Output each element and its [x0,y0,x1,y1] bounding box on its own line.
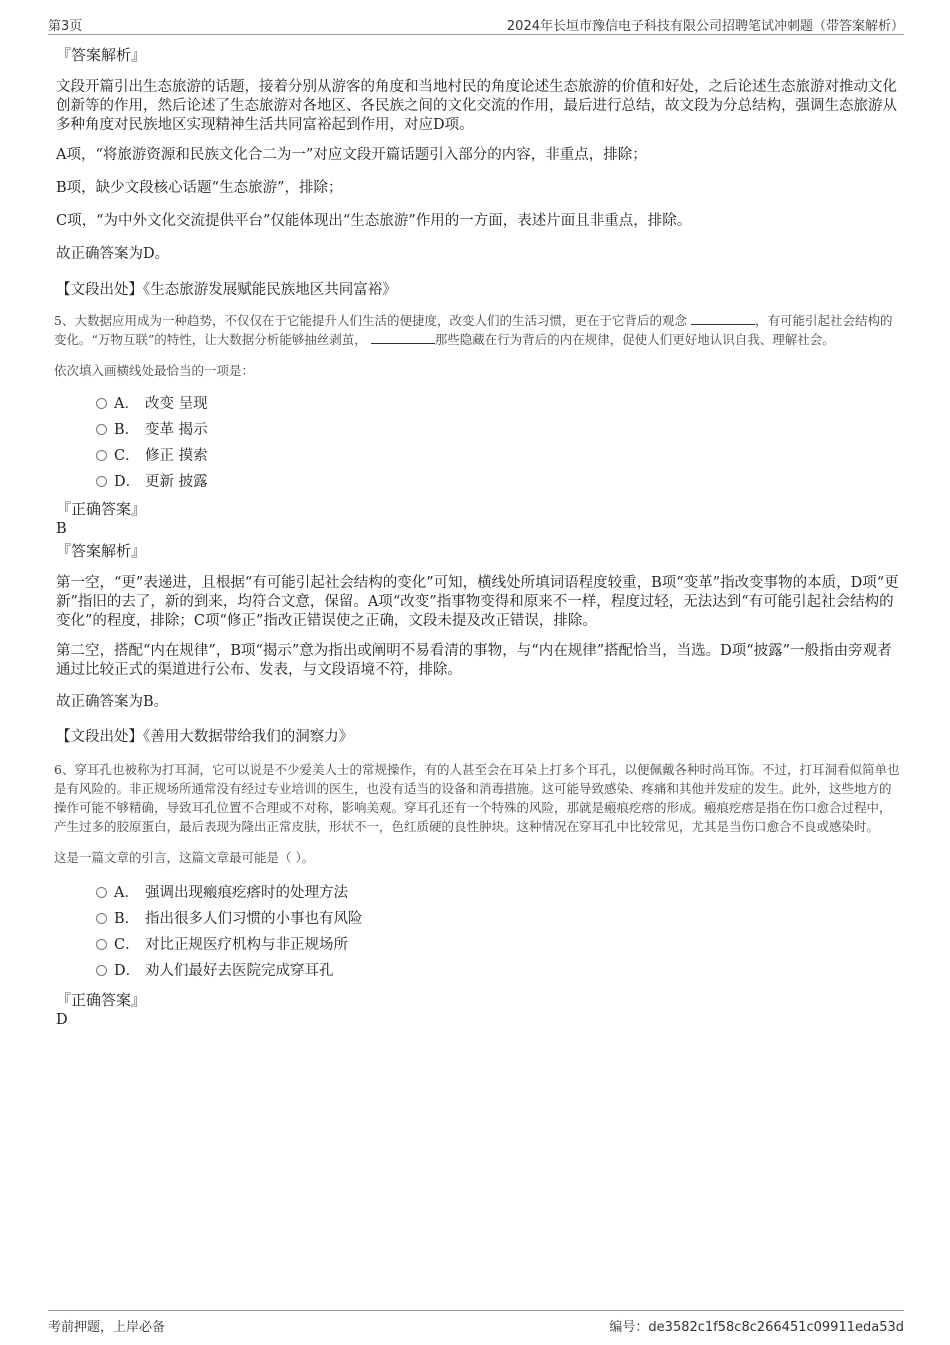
radio-button-icon[interactable] [96,476,107,487]
q5-conclusion: 故正确答案为B。 [56,694,169,710]
q6-option-a[interactable] [56,879,902,905]
option-letter: B． [114,911,140,927]
option-text: 更新 披露 [145,474,208,490]
q5-option-d[interactable] [56,468,902,494]
q5-analysis-1: 第一空，“更”表递进，且根据“有可能引起社会结构的变化”可知，横线处所填词语程度较重，B项“变革”指改变事物的本质，D项“更新”指旧的去了，新的到来，均符合文意，保留。A项“改变”指事物变得和原来不一样，程度过轻，无法达到“有可能引起社会结构的变化”的程度，排除；C项“修正”指改正错误使之正确，文段未提及改正错误，排除。 [56,575,899,629]
page-footer [48,1310,904,1333]
q4-source: 【文段出处】《生态旅游发展赋能民族地区共同富裕》 [56,282,397,298]
option-text: 修正 摸索 [145,448,208,464]
q5-source: 【文段出处】《善用大数据带给我们的洞察力》 [56,729,354,745]
q6-option-c[interactable] [56,931,902,957]
radio-button-icon[interactable] [96,398,107,409]
option-letter: A． [114,396,139,412]
q5-stem-part1: 5、大数据应用成为一种趋势，不仅仅在于它能提升人们生活的便捷度，改变人们的生活习惯，更在于它背后的观念 [54,313,687,328]
q5-stem-part2: ，有可能引起社会结构的变化。“万物互联”的特性，让大数据分析能够抽丝剥茧， [54,313,893,347]
fill-blank-1 [691,312,755,325]
question-5-stem [54,311,902,349]
footer-slogan: 考前押题，上岸必备 [48,1320,166,1335]
option-letter: D． [114,474,141,490]
option-text: 强调出现瘢痕疙瘩时的处理方法 [145,885,348,901]
q5-analysis-label: 『答案解析』 [56,542,147,560]
q5-option-b[interactable] [56,416,902,442]
q4-conclusion: 故正确答案为D。 [56,246,170,262]
option-letter: A． [114,885,139,901]
radio-button-icon[interactable] [96,424,107,435]
page-header [48,12,904,35]
option-text: 劝人们最好去医院完成穿耳孔 [145,963,334,979]
option-text: 对比正规医疗机构与非正规场所 [145,937,348,953]
q4-option-c-note: C项，“为中外文化交流提供平台”仅能体现出“生态旅游”作用的一方面，表述片面且非重点，排除。 [56,213,692,229]
analysis-label: 『答案解析』 [56,46,147,64]
q5-option-c[interactable] [56,442,902,468]
fill-blank-2 [371,331,435,344]
q6-prompt: 这是一篇文章的引言，这篇文章最可能是（ ）。 [54,850,315,865]
q5-answer-label: 『正确答案』 [56,500,147,518]
q6-option-d[interactable] [56,957,902,983]
q6-answer-label: 『正确答案』 [56,991,147,1009]
q6-options [56,879,902,983]
document-title: 2024年长垣市豫信电子科技有限公司招聘笔试冲刺题（带答案解析） [506,19,904,34]
q5-analysis-2: 第二空，搭配“内在规律”，B项“揭示”意为指出或阐明不易看清的事物，与“内在规律”搭配恰当，当选。D项“披露”一般指由旁观者通过比较正式的渠道进行公布、发表，与文段语境不符，排除。 [56,643,892,678]
q5-stem-part3: 那些隐藏在行为背后的内在规律，促使人们更好地认识自我、理解社会。 [434,332,835,347]
radio-button-icon[interactable] [96,939,107,950]
q5-prompt: 依次填入画横线处最恰当的一项是： [54,363,255,378]
q5-options [56,390,902,494]
q6-option-b[interactable] [56,905,902,931]
q5-answer: B [56,521,67,537]
radio-button-icon[interactable] [96,887,107,898]
option-letter: B． [114,422,140,438]
q6-answer: D [56,1012,68,1028]
question-6-stem: 6、穿耳孔也被称为打耳洞，它可以说是不少爱美人士的常规操作，有的人甚至会在耳朵上打多个耳孔，以便佩戴各种时尚耳饰。不过，打耳洞看似简单也是有风险的。非正规场所通常没有经过专业培训的医生，也没有适当的设备和消毒措施。这可能导致感染、疼痛和其他并发症的发生。此外，这些地方的操作可能不够精确，导致耳孔位置不合理或不对称，影响美观。穿耳孔还有一个特殊的风险，那就是瘢痕疙瘩的形成。瘢痕疙瘩是指在伤口愈合过程中，产生过多的胶原蛋白，最后表现为隆出正常皮肤，形状不一，色红质硬的良性肿块。这种情况在穿耳孔中比较常见，尤其是当伤口愈合不良或感染时。 [54,762,900,834]
document-id: 编号：de3582c1f58c8c266451c09911eda53d [609,1320,904,1335]
option-text: 改变 呈现 [145,396,208,412]
option-text: 变革 揭示 [145,422,208,438]
option-letter: C． [114,937,140,953]
option-text: 指出很多人们习惯的小事也有风险 [145,911,363,927]
q5-option-a[interactable] [56,390,902,416]
option-letter: C． [114,448,140,464]
q4-option-b-note: B项，缺少文段核心话题“生态旅游”，排除； [56,180,343,196]
radio-button-icon[interactable] [96,965,107,976]
document-body [56,44,902,1029]
option-letter: D． [114,963,141,979]
page-number: 第3页 [48,19,83,34]
radio-button-icon[interactable] [96,450,107,461]
radio-button-icon[interactable] [96,913,107,924]
q4-analysis: 文段开篇引出生态旅游的话题，接着分别从游客的角度和当地村民的角度论述生态旅游的价值和好处，之后论述生态旅游对推动文化创新等的作用，然后论述了生态旅游对各地区、各民族之间的文化交流的作用，最后进行总结，故文段为分总结构，强调生态旅游从多种角度对民族地区实现精神生活共同富裕起到作用，对应D项。 [56,79,897,133]
q4-option-a-note: A项，“将旅游资源和民族文化合二为一”对应文段开篇话题引入部分的内容，非重点，排除； [56,147,647,163]
